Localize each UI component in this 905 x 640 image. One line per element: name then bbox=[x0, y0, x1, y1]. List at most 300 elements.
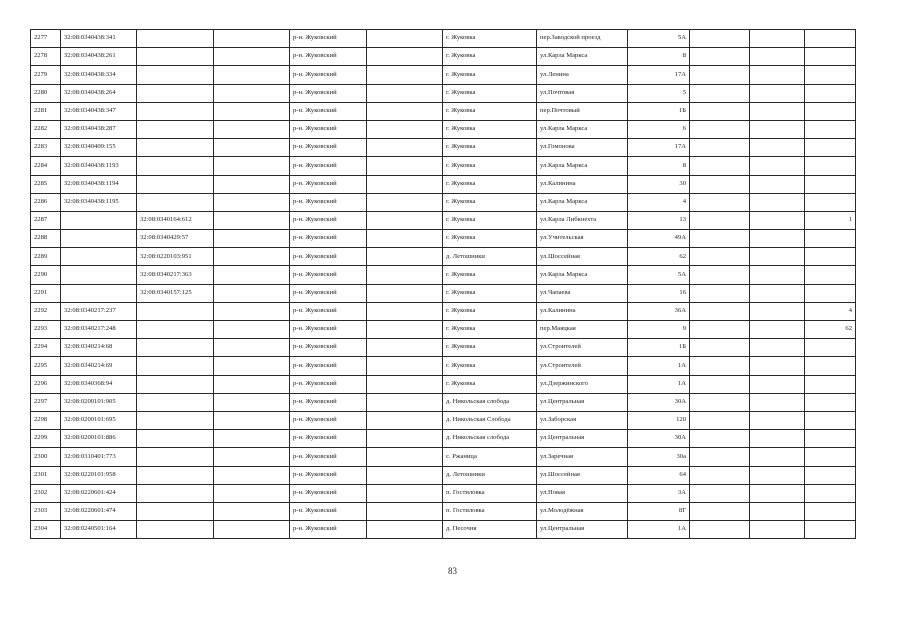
house-number-cell: 30А bbox=[628, 430, 690, 448]
empty-cell bbox=[750, 120, 805, 138]
extra-number-cell: 4 bbox=[805, 302, 856, 320]
table-row bbox=[31, 321, 856, 339]
empty-cell bbox=[690, 120, 750, 138]
empty-cell bbox=[690, 157, 750, 175]
alt-cadastral-number-cell bbox=[137, 120, 214, 138]
cadastral-number-cell: 32:08:0340217:248 bbox=[61, 321, 137, 339]
empty-cell bbox=[750, 157, 805, 175]
alt-cadastral-number-cell bbox=[137, 375, 214, 393]
street-cell: ул.Ленина bbox=[537, 66, 628, 84]
table-row bbox=[31, 448, 856, 466]
cadastral-number-cell: 32:08:0240501:164 bbox=[61, 521, 137, 539]
alt-cadastral-number-cell bbox=[137, 357, 214, 375]
empty-cell bbox=[367, 66, 443, 84]
row-number-cell: 2296 bbox=[31, 375, 61, 393]
empty-cell bbox=[214, 175, 290, 193]
district-cell: р-н. Жуковский bbox=[290, 248, 367, 266]
register-table-body bbox=[31, 30, 856, 539]
extra-number-cell: 1 bbox=[805, 211, 856, 229]
empty-cell bbox=[690, 211, 750, 229]
table-row bbox=[31, 430, 856, 448]
district-cell: р-н. Жуковский bbox=[290, 48, 367, 66]
house-number-cell: 1Б bbox=[628, 339, 690, 357]
locality-cell: п. Гостиловка bbox=[443, 502, 537, 520]
extra-number-cell bbox=[805, 139, 856, 157]
table-row bbox=[31, 175, 856, 193]
extra-number-cell bbox=[805, 448, 856, 466]
empty-cell bbox=[750, 357, 805, 375]
house-number-cell: 36А bbox=[628, 302, 690, 320]
alt-cadastral-number-cell bbox=[137, 466, 214, 484]
empty-cell bbox=[690, 193, 750, 211]
empty-cell bbox=[367, 375, 443, 393]
locality-cell: д. Никольская слобода bbox=[443, 393, 537, 411]
cadastral-number-cell: 32:08:0340368:94 bbox=[61, 375, 137, 393]
table-row bbox=[31, 411, 856, 429]
house-number-cell: 5А bbox=[628, 30, 690, 48]
empty-cell bbox=[690, 139, 750, 157]
cadastral-number-cell: 32:08:0340217:237 bbox=[61, 302, 137, 320]
empty-cell bbox=[214, 66, 290, 84]
empty-cell bbox=[214, 48, 290, 66]
street-cell: ул.Чапаева bbox=[537, 284, 628, 302]
extra-number-cell bbox=[805, 357, 856, 375]
row-number-cell: 2294 bbox=[31, 339, 61, 357]
empty-cell bbox=[750, 193, 805, 211]
empty-cell bbox=[367, 48, 443, 66]
locality-cell: г. Жуковка bbox=[443, 357, 537, 375]
row-number-cell: 2297 bbox=[31, 393, 61, 411]
empty-cell bbox=[214, 139, 290, 157]
empty-cell bbox=[690, 393, 750, 411]
table-row bbox=[31, 502, 856, 520]
locality-cell: г. Жуковка bbox=[443, 84, 537, 102]
empty-cell bbox=[367, 102, 443, 120]
extra-number-cell bbox=[805, 230, 856, 248]
street-cell: ул.Новая bbox=[537, 484, 628, 502]
empty-cell bbox=[750, 30, 805, 48]
alt-cadastral-number-cell bbox=[137, 502, 214, 520]
district-cell: р-н. Жуковский bbox=[290, 284, 367, 302]
house-number-cell: 30а bbox=[628, 448, 690, 466]
empty-cell bbox=[367, 339, 443, 357]
table-row bbox=[31, 66, 856, 84]
empty-cell bbox=[750, 284, 805, 302]
house-number-cell: 13 bbox=[628, 211, 690, 229]
empty-cell bbox=[690, 357, 750, 375]
empty-cell bbox=[690, 48, 750, 66]
extra-number-cell bbox=[805, 502, 856, 520]
row-number-cell: 2282 bbox=[31, 120, 61, 138]
locality-cell: г. Жуковка bbox=[443, 284, 537, 302]
empty-cell bbox=[750, 266, 805, 284]
house-number-cell: 16 bbox=[628, 284, 690, 302]
cadastral-number-cell: 32:08:0340438:1195 bbox=[61, 193, 137, 211]
street-cell: ул.Центральная bbox=[537, 430, 628, 448]
table-row bbox=[31, 466, 856, 484]
house-number-cell: 64 bbox=[628, 466, 690, 484]
row-number-cell: 2302 bbox=[31, 484, 61, 502]
district-cell: р-н. Жуковский bbox=[290, 502, 367, 520]
row-number-cell: 2291 bbox=[31, 284, 61, 302]
house-number-cell: 30 bbox=[628, 175, 690, 193]
alt-cadastral-number-cell bbox=[137, 139, 214, 157]
street-cell: ул.Карла Маркса bbox=[537, 266, 628, 284]
street-cell: пер.Маяцкая bbox=[537, 321, 628, 339]
street-cell: ул.Почтовая bbox=[537, 84, 628, 102]
empty-cell bbox=[750, 393, 805, 411]
street-cell: ул.Заборская bbox=[537, 411, 628, 429]
cadastral-number-cell: 32:08:0340438:341 bbox=[61, 30, 137, 48]
empty-cell bbox=[367, 230, 443, 248]
alt-cadastral-number-cell bbox=[137, 102, 214, 120]
empty-cell bbox=[750, 448, 805, 466]
empty-cell bbox=[750, 484, 805, 502]
district-cell: р-н. Жуковский bbox=[290, 266, 367, 284]
house-number-cell: 1Б bbox=[628, 102, 690, 120]
empty-cell bbox=[750, 248, 805, 266]
empty-cell bbox=[750, 521, 805, 539]
house-number-cell: 120 bbox=[628, 411, 690, 429]
district-cell: р-н. Жуковский bbox=[290, 139, 367, 157]
empty-cell bbox=[690, 175, 750, 193]
alt-cadastral-number-cell bbox=[137, 193, 214, 211]
empty-cell bbox=[690, 302, 750, 320]
row-number-cell: 2293 bbox=[31, 321, 61, 339]
table-row bbox=[31, 193, 856, 211]
table-row bbox=[31, 48, 856, 66]
empty-cell bbox=[214, 484, 290, 502]
row-number-cell: 2303 bbox=[31, 502, 61, 520]
district-cell: р-н. Жуковский bbox=[290, 230, 367, 248]
cadastral-number-cell bbox=[61, 211, 137, 229]
empty-cell bbox=[690, 430, 750, 448]
empty-cell bbox=[690, 339, 750, 357]
empty-cell bbox=[367, 120, 443, 138]
row-number-cell: 2289 bbox=[31, 248, 61, 266]
extra-number-cell bbox=[805, 339, 856, 357]
district-cell: р-н. Жуковский bbox=[290, 484, 367, 502]
district-cell: р-н. Жуковский bbox=[290, 411, 367, 429]
locality-cell: г. Жуковка bbox=[443, 193, 537, 211]
district-cell: р-н. Жуковский bbox=[290, 375, 367, 393]
table-row bbox=[31, 521, 856, 539]
empty-cell bbox=[214, 230, 290, 248]
empty-cell bbox=[690, 484, 750, 502]
empty-cell bbox=[690, 321, 750, 339]
row-number-cell: 2279 bbox=[31, 66, 61, 84]
alt-cadastral-number-cell bbox=[137, 321, 214, 339]
row-number-cell: 2304 bbox=[31, 521, 61, 539]
locality-cell: г. Жуковка bbox=[443, 230, 537, 248]
street-cell: пер.Заводской проезд bbox=[537, 30, 628, 48]
house-number-cell: 1А bbox=[628, 521, 690, 539]
district-cell: р-н. Жуковский bbox=[290, 357, 367, 375]
locality-cell: г. Жуковка bbox=[443, 321, 537, 339]
table-row bbox=[31, 157, 856, 175]
locality-cell: г. Жуковка bbox=[443, 139, 537, 157]
empty-cell bbox=[367, 357, 443, 375]
house-number-cell: 5А bbox=[628, 266, 690, 284]
street-cell: ул.Дзержинского bbox=[537, 375, 628, 393]
empty-cell bbox=[690, 284, 750, 302]
empty-cell bbox=[367, 411, 443, 429]
district-cell: р-н. Жуковский bbox=[290, 448, 367, 466]
locality-cell: г. Жуковка bbox=[443, 157, 537, 175]
empty-cell bbox=[690, 502, 750, 520]
alt-cadastral-number-cell bbox=[137, 521, 214, 539]
empty-cell bbox=[690, 30, 750, 48]
empty-cell bbox=[367, 30, 443, 48]
district-cell: р-н. Жуковский bbox=[290, 521, 367, 539]
street-cell: ул.Калинина bbox=[537, 302, 628, 320]
district-cell: р-н. Жуковский bbox=[290, 84, 367, 102]
empty-cell bbox=[214, 393, 290, 411]
row-number-cell: 2285 bbox=[31, 175, 61, 193]
street-cell: ул.Шоссейная bbox=[537, 248, 628, 266]
empty-cell bbox=[750, 302, 805, 320]
empty-cell bbox=[367, 302, 443, 320]
empty-cell bbox=[750, 48, 805, 66]
table-row bbox=[31, 120, 856, 138]
empty-cell bbox=[690, 448, 750, 466]
empty-cell bbox=[367, 248, 443, 266]
alt-cadastral-number-cell bbox=[137, 157, 214, 175]
district-cell: р-н. Жуковский bbox=[290, 120, 367, 138]
cadastral-number-cell: 32:08:0220601:474 bbox=[61, 502, 137, 520]
alt-cadastral-number-cell: 32:08:0340164:612 bbox=[137, 211, 214, 229]
table-row bbox=[31, 357, 856, 375]
house-number-cell: 8Г bbox=[628, 502, 690, 520]
cadastral-number-cell: 32:08:0200101:905 bbox=[61, 393, 137, 411]
row-number-cell: 2288 bbox=[31, 230, 61, 248]
locality-cell: г. Жуковка bbox=[443, 48, 537, 66]
empty-cell bbox=[367, 175, 443, 193]
empty-cell bbox=[367, 211, 443, 229]
locality-cell: г. Жуковка bbox=[443, 266, 537, 284]
table-row bbox=[31, 266, 856, 284]
cadastral-number-cell bbox=[61, 266, 137, 284]
table-row bbox=[31, 211, 856, 229]
empty-cell bbox=[214, 411, 290, 429]
empty-cell bbox=[214, 321, 290, 339]
cadastral-number-cell bbox=[61, 248, 137, 266]
cadastral-number-cell bbox=[61, 284, 137, 302]
extra-number-cell bbox=[805, 157, 856, 175]
extra-number-cell bbox=[805, 466, 856, 484]
table-row bbox=[31, 284, 856, 302]
street-cell: ул.Заречная bbox=[537, 448, 628, 466]
table-row bbox=[31, 84, 856, 102]
empty-cell bbox=[750, 430, 805, 448]
cadastral-number-cell: 32:08:0200101:886 bbox=[61, 430, 137, 448]
table-row bbox=[31, 230, 856, 248]
street-cell: ул.Карла Маркса bbox=[537, 157, 628, 175]
extra-number-cell bbox=[805, 120, 856, 138]
table-row bbox=[31, 339, 856, 357]
extra-number-cell bbox=[805, 393, 856, 411]
street-cell: ул.Центральная bbox=[537, 393, 628, 411]
house-number-cell: 1А bbox=[628, 375, 690, 393]
cadastral-number-cell: 32:08:0310401:773 bbox=[61, 448, 137, 466]
locality-cell: д. Летошники bbox=[443, 248, 537, 266]
district-cell: р-н. Жуковский bbox=[290, 466, 367, 484]
empty-cell bbox=[750, 411, 805, 429]
locality-cell: г. Жуковка bbox=[443, 211, 537, 229]
street-cell: ул.Карла Маркса bbox=[537, 120, 628, 138]
street-cell: ул.Молодёжная bbox=[537, 502, 628, 520]
alt-cadastral-number-cell bbox=[137, 84, 214, 102]
table-row bbox=[31, 139, 856, 157]
table-row bbox=[31, 375, 856, 393]
house-number-cell: 49А bbox=[628, 230, 690, 248]
house-number-cell: 5 bbox=[628, 84, 690, 102]
empty-cell bbox=[214, 284, 290, 302]
row-number-cell: 2300 bbox=[31, 448, 61, 466]
row-number-cell: 2283 bbox=[31, 139, 61, 157]
row-number-cell: 2295 bbox=[31, 357, 61, 375]
row-number-cell: 2292 bbox=[31, 302, 61, 320]
cadastral-number-cell: 32:08:0340214:68 bbox=[61, 339, 137, 357]
alt-cadastral-number-cell: 32:08:0340157:125 bbox=[137, 284, 214, 302]
empty-cell bbox=[367, 430, 443, 448]
alt-cadastral-number-cell bbox=[137, 175, 214, 193]
extra-number-cell bbox=[805, 248, 856, 266]
extra-number-cell bbox=[805, 521, 856, 539]
district-cell: р-н. Жуковский bbox=[290, 430, 367, 448]
empty-cell bbox=[690, 102, 750, 120]
register-table bbox=[30, 29, 856, 539]
extra-number-cell bbox=[805, 284, 856, 302]
empty-cell bbox=[214, 211, 290, 229]
table-row bbox=[31, 393, 856, 411]
extra-number-cell bbox=[805, 375, 856, 393]
empty-cell bbox=[367, 284, 443, 302]
locality-cell: г. Жуковка bbox=[443, 175, 537, 193]
house-number-cell: 17А bbox=[628, 139, 690, 157]
extra-number-cell bbox=[805, 411, 856, 429]
extra-number-cell bbox=[805, 84, 856, 102]
empty-cell bbox=[367, 466, 443, 484]
district-cell: р-н. Жуковский bbox=[290, 211, 367, 229]
empty-cell bbox=[214, 502, 290, 520]
alt-cadastral-number-cell: 32:08:0220103:951 bbox=[137, 248, 214, 266]
empty-cell bbox=[214, 302, 290, 320]
extra-number-cell bbox=[805, 30, 856, 48]
extra-number-cell bbox=[805, 66, 856, 84]
cadastral-number-cell: 32:08:0340438:287 bbox=[61, 120, 137, 138]
table-row bbox=[31, 30, 856, 48]
empty-cell bbox=[214, 430, 290, 448]
empty-cell bbox=[367, 448, 443, 466]
empty-cell bbox=[750, 211, 805, 229]
district-cell: р-н. Жуковский bbox=[290, 66, 367, 84]
locality-cell: г. Жуковка bbox=[443, 30, 537, 48]
district-cell: р-н. Жуковский bbox=[290, 302, 367, 320]
empty-cell bbox=[214, 84, 290, 102]
locality-cell: г. Жуковка bbox=[443, 302, 537, 320]
empty-cell bbox=[367, 157, 443, 175]
alt-cadastral-number-cell bbox=[137, 48, 214, 66]
table-row bbox=[31, 102, 856, 120]
cadastral-number-cell: 32:08:0340438:347 bbox=[61, 102, 137, 120]
row-number-cell: 2287 bbox=[31, 211, 61, 229]
empty-cell bbox=[214, 375, 290, 393]
district-cell: р-н. Жуковский bbox=[290, 102, 367, 120]
street-cell: ул.Карла Маркса bbox=[537, 48, 628, 66]
district-cell: р-н. Жуковский bbox=[290, 321, 367, 339]
street-cell: ул.Строителей bbox=[537, 357, 628, 375]
district-cell: р-н. Жуковский bbox=[290, 339, 367, 357]
alt-cadastral-number-cell bbox=[137, 484, 214, 502]
house-number-cell: 17А bbox=[628, 66, 690, 84]
empty-cell bbox=[367, 321, 443, 339]
empty-cell bbox=[690, 521, 750, 539]
page-number: 83 bbox=[448, 566, 457, 576]
house-number-cell: 62 bbox=[628, 248, 690, 266]
row-number-cell: 2286 bbox=[31, 193, 61, 211]
row-number-cell: 2298 bbox=[31, 411, 61, 429]
locality-cell: г. Жуковка bbox=[443, 120, 537, 138]
locality-cell: п. Гостиловка bbox=[443, 484, 537, 502]
table-row bbox=[31, 248, 856, 266]
street-cell: ул.Учительская bbox=[537, 230, 628, 248]
empty-cell bbox=[214, 339, 290, 357]
empty-cell bbox=[214, 30, 290, 48]
empty-cell bbox=[367, 484, 443, 502]
empty-cell bbox=[690, 230, 750, 248]
extra-number-cell bbox=[805, 48, 856, 66]
empty-cell bbox=[367, 502, 443, 520]
empty-cell bbox=[367, 393, 443, 411]
empty-cell bbox=[367, 84, 443, 102]
street-cell: пер.Почтовый bbox=[537, 102, 628, 120]
cadastral-number-cell: 32:08:0220601:424 bbox=[61, 484, 137, 502]
empty-cell bbox=[750, 84, 805, 102]
district-cell: р-н. Жуковский bbox=[290, 193, 367, 211]
row-number-cell: 2299 bbox=[31, 430, 61, 448]
cadastral-number-cell: 32:08:0340438:264 bbox=[61, 84, 137, 102]
house-number-cell: 6 bbox=[628, 120, 690, 138]
empty-cell bbox=[367, 266, 443, 284]
extra-number-cell bbox=[805, 175, 856, 193]
house-number-cell: 4 bbox=[628, 193, 690, 211]
alt-cadastral-number-cell bbox=[137, 430, 214, 448]
empty-cell bbox=[750, 175, 805, 193]
alt-cadastral-number-cell bbox=[137, 66, 214, 84]
empty-cell bbox=[214, 466, 290, 484]
cadastral-number-cell: 32:08:0220101:958 bbox=[61, 466, 137, 484]
empty-cell bbox=[690, 411, 750, 429]
alt-cadastral-number-cell bbox=[137, 302, 214, 320]
street-cell: ул.Шоссейная bbox=[537, 466, 628, 484]
locality-cell: д. Песочня bbox=[443, 521, 537, 539]
extra-number-cell bbox=[805, 193, 856, 211]
locality-cell: с. Ржаница bbox=[443, 448, 537, 466]
house-number-cell: 8 bbox=[628, 48, 690, 66]
cadastral-number-cell: 32:08:0340214:69 bbox=[61, 357, 137, 375]
row-number-cell: 2278 bbox=[31, 48, 61, 66]
empty-cell bbox=[690, 248, 750, 266]
street-cell: ул.Карла Либкнехта bbox=[537, 211, 628, 229]
empty-cell bbox=[367, 193, 443, 211]
empty-cell bbox=[750, 375, 805, 393]
empty-cell bbox=[214, 266, 290, 284]
empty-cell bbox=[750, 502, 805, 520]
empty-cell bbox=[750, 339, 805, 357]
cadastral-number-cell: 32:08:0340409:155 bbox=[61, 139, 137, 157]
cadastral-number-cell bbox=[61, 230, 137, 248]
